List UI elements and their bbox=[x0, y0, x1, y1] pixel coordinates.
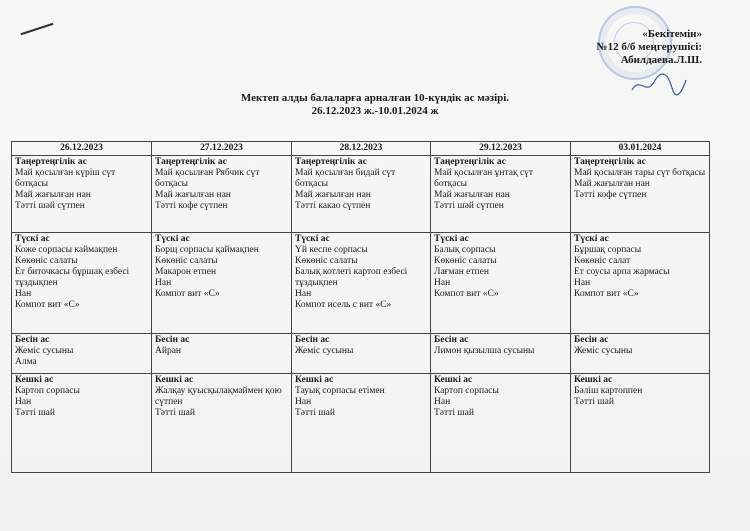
meal-item: Коже сорпасы каймақпен bbox=[15, 245, 118, 255]
meal-item: Тәтті шай bbox=[15, 408, 55, 418]
meal-item: Тәтті шай bbox=[295, 408, 335, 418]
meal-item: Тәтті шәй сүтпен bbox=[434, 201, 504, 211]
breakfast-cell bbox=[571, 156, 710, 233]
meal-item: Компот вит «С» bbox=[155, 289, 220, 299]
meal-item: Үй кеспе сорпасы bbox=[295, 245, 368, 255]
meal-title: Түскі ас bbox=[15, 234, 50, 244]
approval-line-2: №12 б/б меңгерушісі: bbox=[596, 41, 702, 53]
meal-item: Тәтті какао сүтпен bbox=[295, 201, 371, 211]
meal-item: Жеміс сусыны bbox=[15, 346, 74, 356]
meal-item: Тәтті шай bbox=[434, 408, 474, 418]
breakfast-cell bbox=[292, 156, 431, 233]
meal-item: Май жағылған нан bbox=[155, 190, 231, 200]
meal-item: Тауық сорпасы етімен bbox=[295, 386, 385, 396]
meal-title: Түскі ас bbox=[295, 234, 330, 244]
document-title bbox=[0, 92, 750, 118]
meal-item: Нан bbox=[15, 397, 32, 407]
meal-item: Май қосылған тары сүт ботқасы bbox=[574, 168, 706, 178]
meal-item: Балық котлеті картоп езбесі тұздықпен bbox=[295, 267, 408, 288]
meal-item: Май жағылған нан bbox=[574, 179, 650, 189]
lunch-cell bbox=[292, 233, 431, 334]
meal-title: Бесін ас bbox=[15, 335, 50, 345]
meal-item: Компот исель с вит «С» bbox=[295, 300, 392, 310]
date-header: 27.12.2023 bbox=[152, 142, 292, 156]
meal-item: Май қосылған ұнтақ сүт ботқасы bbox=[434, 168, 534, 189]
scan-mark bbox=[21, 23, 54, 35]
breakfast-cell bbox=[152, 156, 292, 233]
meal-item: Тәтті шай bbox=[155, 408, 195, 418]
meal-item: Жалқау қуысқылақмаймен қою сүтпен bbox=[155, 386, 282, 407]
meal-item: Тәтті шай bbox=[574, 397, 614, 407]
meal-item: Май жағылған нан bbox=[15, 190, 91, 200]
meal-item: Жеміс сусыны bbox=[295, 346, 354, 356]
meal-item: Май қосылған бидай сүт ботқасы bbox=[295, 168, 396, 189]
menu-body bbox=[12, 156, 710, 473]
meal-item: Картоп сорпасы bbox=[434, 386, 499, 396]
approval-line-1: «Бекітемін» bbox=[642, 28, 702, 40]
meal-item: Макарон етпен bbox=[155, 267, 217, 277]
meal-title: Түскі ас bbox=[574, 234, 609, 244]
date-header: 29.12.2023 bbox=[431, 142, 571, 156]
meal-item: Нан bbox=[295, 289, 312, 299]
meal-title: Түскі ас bbox=[434, 234, 469, 244]
meal-item: Май қосылған күріш сүт ботқасы bbox=[15, 168, 116, 189]
meal-item: Жеміс сусыны bbox=[574, 346, 633, 356]
meal-title: Таңертеңгілік ас bbox=[295, 157, 367, 167]
date-header-row bbox=[12, 142, 710, 156]
dinner-row bbox=[12, 374, 710, 473]
dinner-cell bbox=[571, 374, 710, 473]
meal-item: Лағман етпен bbox=[434, 267, 489, 277]
meal-title: Бесін ас bbox=[155, 335, 190, 345]
meal-title: Таңертеңгілік ас bbox=[155, 157, 227, 167]
dinner-cell bbox=[152, 374, 292, 473]
meal-title: Бесін ас bbox=[574, 335, 609, 345]
lunch-row bbox=[12, 233, 710, 334]
meal-item: Тәтті кофе сүтпен bbox=[574, 190, 647, 200]
meal-item: Борщ сорпасы қаймақпен bbox=[155, 245, 259, 255]
meal-title: Түскі ас bbox=[155, 234, 190, 244]
meal-title: Таңертеңгілік ас bbox=[574, 157, 646, 167]
meal-title: Таңертеңгілік ас bbox=[434, 157, 506, 167]
meal-item: Май жағылған нан bbox=[295, 190, 371, 200]
date-header: 03.01.2024 bbox=[571, 142, 710, 156]
meal-title: Кешкі ас bbox=[295, 375, 334, 385]
meal-item: Айран bbox=[155, 346, 181, 356]
meal-item: Ет соусы арпа жармасы bbox=[574, 267, 670, 277]
meal-title: Кешкі ас bbox=[155, 375, 194, 385]
meal-item: Ет биточкасы бұршақ езбесі тұздықпен bbox=[15, 267, 130, 288]
meal-item: Май жағылған нан bbox=[434, 190, 510, 200]
meal-title: Бесін ас bbox=[295, 335, 330, 345]
breakfast-cell bbox=[431, 156, 571, 233]
lunch-cell bbox=[152, 233, 292, 334]
meal-item: Тәтті кофе сүтпен bbox=[155, 201, 228, 211]
snack-cell bbox=[292, 334, 431, 374]
snack-cell bbox=[12, 334, 152, 374]
meal-item: Компот вит «С» bbox=[15, 300, 80, 310]
meal-item: Лимон қызылша сусыны bbox=[434, 346, 535, 356]
meal-item: Көкөніс салаты bbox=[15, 256, 78, 266]
approval-block bbox=[597, 28, 702, 67]
meal-item: Балық сорпасы bbox=[434, 245, 496, 255]
meal-item: Көкөніс салаты bbox=[295, 256, 358, 266]
title-line-2: 26.12.2023 ж.-10.01.2024 ж bbox=[311, 105, 439, 117]
meal-item: Көкөніс салаты bbox=[434, 256, 497, 266]
breakfast-row bbox=[12, 156, 710, 233]
snack-cell bbox=[152, 334, 292, 374]
dinner-cell bbox=[12, 374, 152, 473]
meal-item: Көкөніс салаты bbox=[155, 256, 218, 266]
meal-title: Кешкі ас bbox=[574, 375, 613, 385]
snack-cell bbox=[571, 334, 710, 374]
meal-item: Бұршақ сорпасы bbox=[574, 245, 642, 255]
meal-item: Нан bbox=[15, 289, 32, 299]
meal-title: Кешкі ас bbox=[15, 375, 54, 385]
meal-item: Нан bbox=[574, 278, 591, 288]
date-header: 28.12.2023 bbox=[292, 142, 431, 156]
meal-item: Алма bbox=[15, 357, 37, 367]
meal-item: Бәліш картоппен bbox=[574, 386, 643, 396]
date-header: 26.12.2023 bbox=[12, 142, 152, 156]
meal-item: Май қосылған Рябчик сүт ботқасы bbox=[155, 168, 260, 189]
meal-item: Көкөніс салат bbox=[574, 256, 631, 266]
breakfast-cell bbox=[12, 156, 152, 233]
dinner-cell bbox=[292, 374, 431, 473]
meal-item: Компот вит «С» bbox=[434, 289, 499, 299]
lunch-cell bbox=[431, 233, 571, 334]
meal-item: Картоп сорпасы bbox=[15, 386, 80, 396]
snack-row bbox=[12, 334, 710, 374]
meal-item: Компот вит «С» bbox=[574, 289, 639, 299]
meal-title: Таңертеңгілік ас bbox=[15, 157, 87, 167]
approval-line-3: Абилдаева.Л.Ш. bbox=[620, 54, 702, 66]
dinner-cell bbox=[431, 374, 571, 473]
meal-item: Нан bbox=[295, 397, 312, 407]
title-line-1: Мектеп алды балаларға арналған 10-күндік ас мәзірі. bbox=[240, 92, 510, 104]
menu-table bbox=[11, 141, 710, 473]
lunch-cell bbox=[571, 233, 710, 334]
snack-cell bbox=[431, 334, 571, 374]
meal-item: Нан bbox=[155, 278, 172, 288]
meal-item: Тәтті шәй сүтпен bbox=[15, 201, 85, 211]
meal-title: Кешкі ас bbox=[434, 375, 473, 385]
meal-item: Нан bbox=[434, 278, 451, 288]
meal-title: Бесін ас bbox=[434, 335, 469, 345]
lunch-cell bbox=[12, 233, 152, 334]
meal-item: Нан bbox=[434, 397, 451, 407]
